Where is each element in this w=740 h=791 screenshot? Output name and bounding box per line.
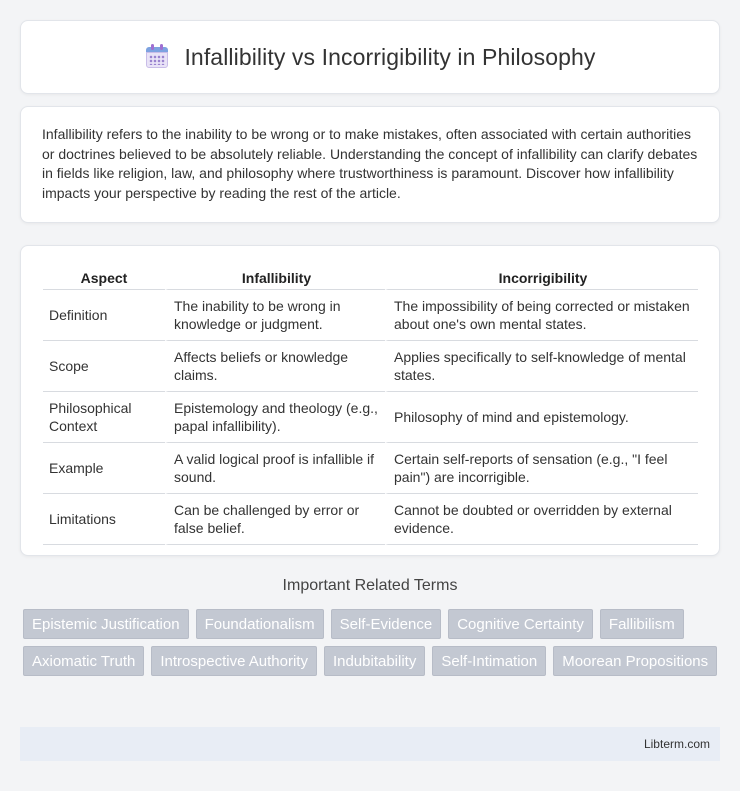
related-term-tag[interactable]: Fallibilism: [600, 609, 684, 639]
table-cell: The impossibility of being corrected or mistaken about one's own mental states.: [385, 290, 698, 341]
related-term-tag[interactable]: Foundationalism: [196, 609, 324, 639]
table-cell: Affects beliefs or knowledge claims.: [165, 341, 385, 392]
related-term-tag[interactable]: Self-Intimation: [432, 646, 546, 676]
table-cell: Scope: [43, 341, 165, 392]
related-term-tag[interactable]: Self-Evidence: [331, 609, 442, 639]
comparison-table: [43, 262, 698, 545]
title-wrap: [144, 44, 595, 71]
comparison-card: [20, 245, 720, 556]
related-term-tag[interactable]: Epistemic Justification: [23, 609, 189, 639]
table-cell: The inability to be wrong in knowledge or judgment.: [165, 290, 385, 341]
column-header: Infallibility: [165, 262, 385, 290]
related-terms-title: Important Related Terms: [282, 577, 458, 594]
table-cell: Philosophical Context: [43, 392, 165, 443]
related-term-tag[interactable]: Indubitability: [324, 646, 425, 676]
related-term-tag[interactable]: Introspective Authority: [151, 646, 317, 676]
table-cell: Philosophy of mind and epistemology.: [385, 392, 698, 443]
table-row: [43, 392, 698, 443]
table-row: [43, 494, 698, 545]
page-title: Infallibility vs Incorrigibility in Philosophy: [184, 43, 596, 70]
table-header-row: [43, 262, 698, 290]
column-header: Incorrigibility: [385, 262, 698, 290]
table-cell: Can be challenged by error or false belief.: [165, 494, 385, 545]
calendar-icon: [144, 44, 170, 70]
table-cell: Limitations: [43, 494, 165, 545]
table-row: [43, 341, 698, 392]
column-header: Aspect: [43, 262, 165, 290]
intro-text: Infallibility refers to the inability to be wrong or to make mistakes, often associated with certain authorities or doctrines believed to be absolutely reliable. Understanding the concept of infallibility can clarify debates in fields like religion, law, and philosophy where trustworthiness is paramount. Discover how infallibility impacts your perspective by reading the rest of the article.: [42, 126, 698, 201]
table-cell: A valid logical proof is infallible if sound.: [165, 443, 385, 494]
table-cell: Certain self-reports of sensation (e.g., "I feel pain") are incorrigible.: [385, 443, 698, 494]
intro-card: [20, 106, 720, 223]
table-cell: Epistemology and theology (e.g., papal infallibility).: [165, 392, 385, 443]
related-term-tag[interactable]: Axiomatic Truth: [23, 646, 144, 676]
footer-brand-link[interactable]: Libterm.com: [643, 737, 710, 751]
table-cell: Example: [43, 443, 165, 494]
header-card: [20, 20, 720, 94]
related-terms-list: [23, 609, 723, 676]
footer: [20, 727, 720, 761]
related-term-tag[interactable]: Cognitive Certainty: [448, 609, 593, 639]
table-cell: Cannot be doubted or overridden by external evidence.: [385, 494, 698, 545]
table-cell: Definition: [43, 290, 165, 341]
table-row: [43, 443, 698, 494]
table-row: [43, 290, 698, 341]
table-cell: Applies specifically to self-knowledge of mental states.: [385, 341, 698, 392]
related-term-tag[interactable]: Moorean Propositions: [553, 646, 717, 676]
